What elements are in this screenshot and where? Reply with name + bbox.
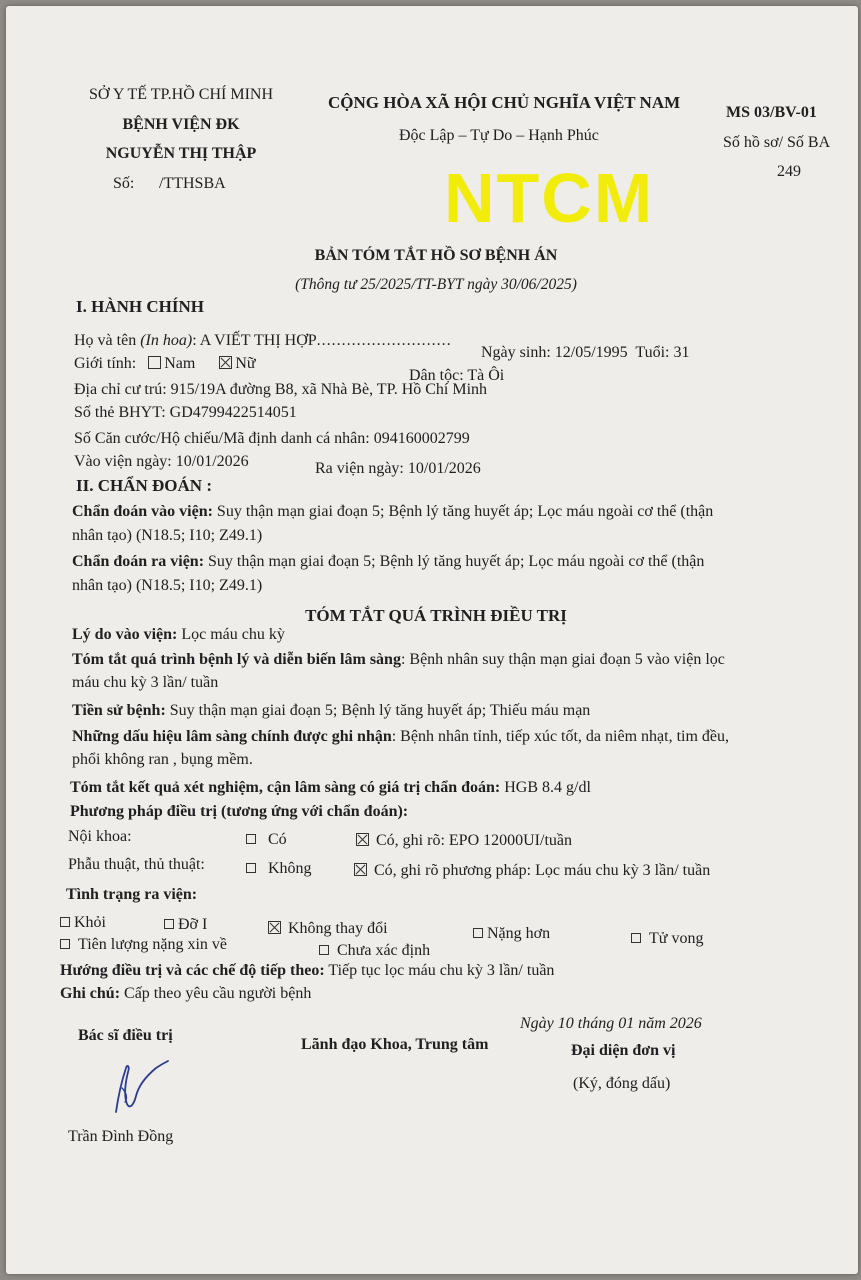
female-checkbox[interactable]	[219, 356, 232, 369]
discharge-dx-label: Chẩn đoán ra viện:	[72, 553, 205, 570]
surgery-opt2: Có, ghi rõ phương pháp: Lọc máu chu kỳ 3 lần/ tuần	[374, 862, 711, 879]
followup-value: Tiếp tục lọc máu chu kỳ 3 lần/ tuần	[328, 962, 555, 979]
status-worse-checkbox[interactable]	[473, 928, 483, 938]
course-label: Tóm tắt quá trình bệnh lý và diễn biến lâm sàng	[72, 651, 401, 668]
status-grave: Tiên lượng nặng xin về	[78, 936, 227, 953]
internal-opt2-checkbox[interactable]	[356, 833, 369, 846]
followup-label: Hướng điều trị và các chế độ tiếp theo:	[60, 962, 325, 979]
lab-label: Tóm tắt kết quả xét nghiệm, cận lâm sàng có giá trị chẩn đoán:	[70, 779, 501, 796]
history-label: Tiền sử bệnh:	[72, 702, 166, 719]
signs-label: Những dấu hiệu lâm sàng chính được ghi nhận	[72, 728, 392, 745]
gender-label: Giới tính:	[74, 355, 137, 372]
status-unchanged-checkbox[interactable]	[268, 921, 281, 934]
name-label: Họ và tên	[74, 332, 137, 349]
unit-rep-note: (Ký, đóng dấu)	[573, 1075, 671, 1092]
document-page	[6, 6, 858, 1274]
signs-text2: phổi không ran , bụng mềm.	[72, 751, 253, 768]
admit-dx-text2: nhân tạo) (N18.5; I10; Z49.1)	[72, 527, 263, 544]
internal-label: Nội khoa:	[68, 828, 132, 845]
status-recovered: Khỏi	[74, 914, 106, 931]
dept-line: SỞ Y TẾ TP.HỒ CHÍ MINH	[88, 86, 273, 103]
status-unchanged: Không thay đổi	[288, 920, 388, 937]
note-value: Cấp theo yêu cầu người bệnh	[124, 985, 312, 1002]
name-hint: (In hoa)	[140, 332, 193, 349]
hospital-line1: BỆNH VIỆN ĐK	[122, 116, 240, 133]
republic-title: CỘNG HÒA XÃ HỘI CHỦ NGHĨA VIỆT NAM	[328, 93, 681, 112]
number-value: /TTHSBA	[159, 175, 226, 192]
note-label: Ghi chú:	[60, 985, 121, 1002]
history-row	[72, 702, 590, 720]
course-row	[72, 651, 725, 669]
male-checkbox[interactable]	[148, 356, 161, 369]
internal-opt2-row	[356, 832, 572, 850]
surgery-opt1-row	[246, 860, 312, 878]
name-dots: ...........................	[316, 332, 452, 349]
lab-value: HGB 8.4 g/dl	[504, 779, 591, 796]
surgery-opt2-checkbox[interactable]	[354, 863, 367, 876]
surgery-label: Phẫu thuật, thủ thuật:	[68, 856, 205, 873]
doctor-signature-icon	[94, 1058, 174, 1120]
internal-opt1-checkbox[interactable]	[246, 834, 256, 844]
record-label: Số hồ sơ/ Số BA	[723, 134, 831, 151]
hospital-line2: NGUYỄN THỊ THẬP	[105, 145, 257, 162]
status-grave-checkbox[interactable]	[60, 939, 70, 949]
status-death: Tử vong	[649, 930, 704, 947]
gender-female: Nữ	[235, 355, 256, 372]
status-recovered-checkbox[interactable]	[60, 917, 70, 927]
name-row	[74, 332, 452, 350]
name-value: : A VIẾT THỊ HỢP	[192, 332, 317, 349]
summary-heading: TÓM TẮT QUÁ TRÌNH ĐIỀU TRỊ	[305, 606, 567, 625]
unit-rep-title: Đại diện đơn vị	[571, 1042, 676, 1059]
signs-row	[72, 728, 729, 746]
status-undetermined: Chưa xác định	[337, 942, 431, 959]
reason-value: Lọc máu chu kỳ	[181, 626, 285, 643]
internal-opt1-row	[246, 831, 287, 849]
status-worse: Nặng hơn	[487, 925, 551, 942]
ntcm-stamp: NTCM	[444, 159, 655, 237]
doctor-title: Bác sĩ điều trị	[78, 1027, 173, 1044]
reason-label: Lý do vào viện:	[72, 626, 178, 643]
course-text1: : Bệnh nhân suy thận mạn giai đoạn 5 vào viện lọc	[400, 651, 725, 668]
section2-heading: II. CHẨN ĐOÁN :	[76, 476, 212, 495]
gender-row	[74, 355, 256, 373]
followup-row	[60, 962, 554, 980]
status-heading: Tình trạng ra viện:	[66, 886, 198, 903]
section1-heading: I. HÀNH CHÍNH	[76, 297, 204, 316]
internal-opt1: Có	[268, 831, 287, 848]
signs-text1: : Bệnh nhân tỉnh, tiếp xúc tốt, da niêm nhạt, tim đều,	[391, 728, 730, 745]
gender-male: Nam	[164, 355, 196, 372]
course-text2: máu chu kỳ 3 lần/ tuần	[72, 674, 219, 691]
surgery-opt1-checkbox[interactable]	[246, 863, 256, 873]
dob-age	[481, 344, 690, 362]
document-title: BẢN TÓM TẮT HỒ SƠ BỆNH ÁN	[314, 247, 558, 264]
age: Tuổi: 31	[635, 344, 690, 361]
discharge-dx-text1: Suy thận mạn giai đoạn 5; Bệnh lý tăng huyết áp; Lọc máu ngoài cơ thể (thận	[208, 553, 705, 570]
discharge-diagnosis-l1	[72, 553, 704, 571]
record-number: 249	[777, 163, 801, 180]
method-heading: Phương pháp điều trị (tương ứng với chẩn đoán):	[70, 803, 409, 820]
surgery-opt2-row	[354, 862, 710, 880]
discharge-date: Ra viện ngày: 10/01/2026	[315, 460, 481, 477]
status-grave-row	[60, 936, 227, 954]
status-improved-checkbox[interactable]	[164, 919, 174, 929]
status-recovered-row	[60, 914, 106, 932]
doctor-name: Trần Đình Đồng	[68, 1128, 174, 1145]
insurance-number: Số thẻ BHYT: GD4799422514051	[74, 404, 297, 421]
signature-date: Ngày 10 tháng 01 năm 2026	[520, 1015, 702, 1032]
history-value: Suy thận mạn giai đoạn 5; Bệnh lý tăng huyết áp; Thiếu máu mạn	[169, 702, 591, 719]
document-subtitle: (Thông tư 25/2025/TT-BYT ngày 30/06/2025)	[295, 276, 577, 293]
form-code: MS 03/BV-01	[726, 104, 817, 121]
address: Địa chỉ cư trú: 915/19A đường B8, xã Nhà Bè, TP. Hồ Chí Minh	[74, 381, 488, 398]
admit-dx-text1: Suy thận mạn giai đoạn 5; Bệnh lý tăng huyết áp; Lọc máu ngoài cơ thể (thận	[216, 503, 714, 520]
status-worse-row	[473, 925, 550, 943]
status-undetermined-checkbox[interactable]	[319, 945, 329, 955]
id-number: Số Căn cước/Hộ chiếu/Mã định danh cá nhân: 094160002799	[74, 430, 470, 447]
number-label: Số:	[113, 175, 135, 192]
internal-opt2: Có, ghi rõ: EPO 12000UI/tuần	[376, 832, 572, 849]
dob: Ngày sinh: 12/05/1995	[481, 344, 628, 361]
reason-row	[72, 626, 285, 644]
status-improved: Đỡ I	[178, 916, 208, 933]
ethnicity: Dân tộc: Tà Ôi	[409, 367, 505, 384]
discharge-dx-text2: nhân tạo) (N18.5; I10; Z49.1)	[72, 577, 263, 594]
status-death-checkbox[interactable]	[631, 933, 641, 943]
surgery-opt1: Không	[268, 860, 312, 877]
admit-dx-label: Chẩn đoán vào viện:	[72, 503, 213, 520]
status-unchanged-row	[268, 920, 388, 938]
lab-row	[70, 779, 591, 797]
note-row	[60, 985, 311, 1003]
motto: Độc Lập – Tự Do – Hạnh Phúc	[399, 127, 599, 144]
status-improved-row	[164, 916, 207, 934]
admit-date: Vào viện ngày: 10/01/2026	[74, 453, 249, 470]
admit-diagnosis-l1	[72, 503, 713, 521]
dept-head-title: Lãnh đạo Khoa, Trung tâm	[301, 1036, 489, 1053]
status-undetermined-row	[319, 942, 430, 960]
status-death-row	[631, 930, 703, 948]
